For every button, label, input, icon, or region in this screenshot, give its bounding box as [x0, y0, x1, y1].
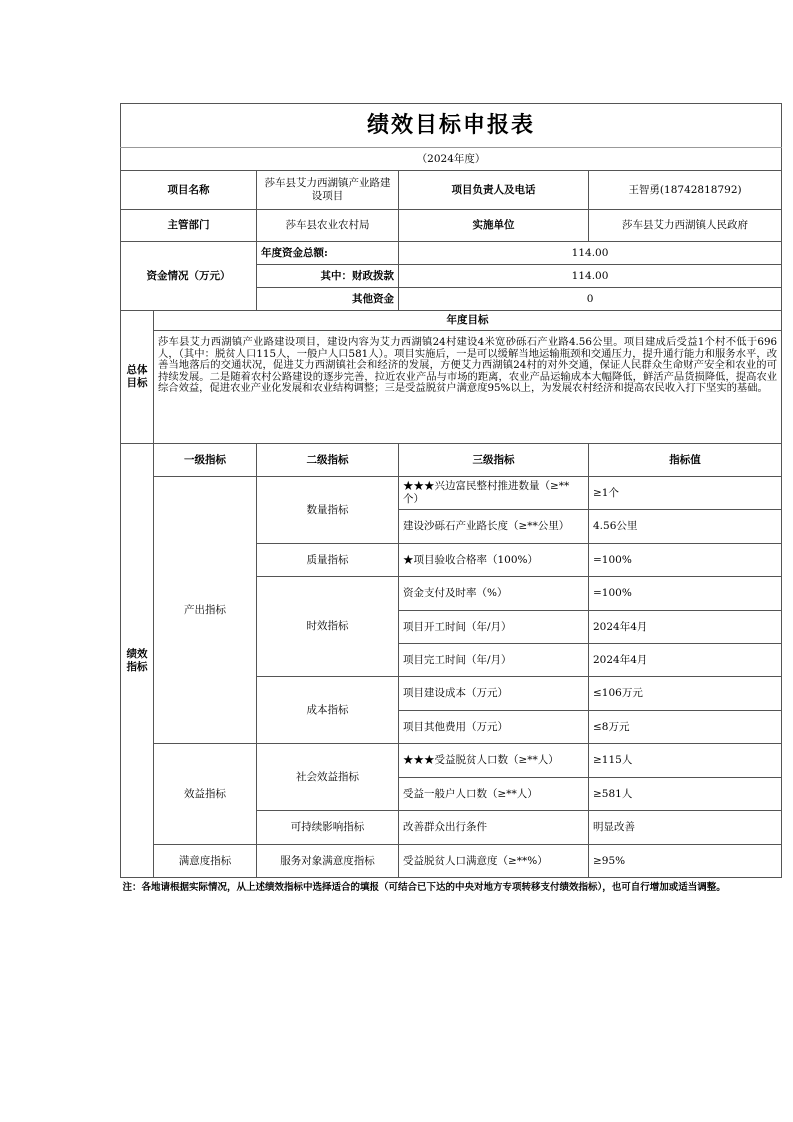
timeliness-item-3-name: 项目完工时间（年/月）	[399, 644, 589, 677]
project-contact-label: 项目负责人及电话	[399, 171, 589, 210]
funds-fiscal-label: 其中：财政拨款	[257, 265, 399, 288]
output-indicator-label: 产出指标	[154, 477, 257, 744]
quality-indicator-label: 质量指标	[257, 544, 399, 577]
social-benefit-label: 社会效益指标	[257, 744, 399, 811]
sustainability-item-1-name: 改善群众出行条件	[399, 811, 589, 845]
service-satisfaction-label: 服务对象满意度指标	[257, 845, 399, 878]
form-table	[120, 103, 782, 898]
timeliness-item-3-value: 2024年4月	[589, 644, 782, 677]
funds-fiscal-value: 114.00	[399, 265, 782, 288]
quality-item-1-name: ★项目验收合格率（100%）	[399, 544, 589, 577]
quantity-indicator-label: 数量指标	[257, 477, 399, 544]
timeliness-item-1-value: =100%	[589, 577, 782, 611]
cost-item-1-name: 项目建设成本（万元）	[399, 677, 589, 711]
quality-item-1-value: =100%	[589, 544, 782, 577]
quantity-item-2-name: 建设沙砾石产业路长度（≥**公里）	[399, 510, 589, 544]
cost-item-2-name: 项目其他费用（万元）	[399, 711, 589, 744]
cost-item-1-value: ≤106万元	[589, 677, 782, 711]
project-contact-value: 王智勇(18742818792)	[589, 171, 782, 210]
col-level1-header: 一级指标	[154, 444, 257, 477]
satisfaction-item-1-value: ≥95%	[589, 845, 782, 878]
benefit-indicator-label: 效益指标	[154, 744, 257, 845]
project-name-label: 项目名称	[121, 171, 257, 210]
social-item-2-name: 受益一般户人口数（≥**人）	[399, 778, 589, 811]
funds-total-label: 年度资金总额:	[257, 242, 399, 265]
impl-unit-label: 实施单位	[399, 210, 589, 242]
annual-goal-text: 莎车县艾力西湖镇产业路建设项目，建设内容为艾力西湖镇24村建设4米宽砂砾石产业路4.56公里。项目建成后受益1个村不低于696人，（其中：脱贫人口115人，一般户人口581人）。项目实施后，一是可以缓解当地运输瓶颈和交通压力，提升通行能力和服务水平，改善当地落后的交通状况，促进艾力西湖镇社会和经济的发展，方便艾力西湖镇24村的对外交通，保证人民群众生命财产安全和农业的可持续发展。二是随着农村公路建设的逐步完善，拉近农业产品与市场的距离，农业产品运输成本大幅降低，鲜活产品货损降低，提高农业综合效益，促进农业产业化发展和农业结构调整；三是受益脱贫户满意度95%以上，为发展农村经济和提高农民收入打下坚实的基础。	[154, 331, 782, 444]
timeliness-item-2-value: 2024年4月	[589, 611, 782, 644]
social-item-1-name: ★★★受益脱贫人口数（≥**人）	[399, 744, 589, 778]
funds-other-label: 其他资金	[257, 288, 399, 311]
cost-item-2-value: ≤8万元	[589, 711, 782, 744]
funds-other-value: 0	[399, 288, 782, 311]
funds-total-value: 114.00	[399, 242, 782, 265]
project-name-value: 莎车县艾力西湖镇产业路建设项目	[257, 171, 399, 210]
timeliness-indicator-label: 时效指标	[257, 577, 399, 677]
footnote: 注：各地请根据实际情况，从上述绩效指标中选择适合的填报（可结合已下达的中央对地方专项转移支付绩效指标），也可自行增加或适当调整。	[121, 878, 782, 899]
dept-label: 主管部门	[121, 210, 257, 242]
impl-unit-value: 莎车县艾力西湖镇人民政府	[589, 210, 782, 242]
quantity-item-1-value: ≥1个	[589, 477, 782, 510]
cost-indicator-label: 成本指标	[257, 677, 399, 744]
annual-goal-header: 年度目标	[154, 311, 782, 331]
indicators-label: 绩效指标	[121, 444, 154, 878]
satisfaction-indicator-label: 满意度指标	[154, 845, 257, 878]
overall-goal-label: 总体目标	[121, 311, 154, 444]
social-item-2-value: ≥581人	[589, 778, 782, 811]
col-level3-header: 三级指标	[399, 444, 589, 477]
sustainability-label: 可持续影响指标	[257, 811, 399, 845]
sustainability-item-1-value: 明显改善	[589, 811, 782, 845]
col-level2-header: 二级指标	[257, 444, 399, 477]
col-value-header: 指标值	[589, 444, 782, 477]
social-item-1-value: ≥115人	[589, 744, 782, 778]
form-title: 绩效目标申报表	[121, 104, 782, 148]
dept-value: 莎车县农业农村局	[257, 210, 399, 242]
timeliness-item-2-name: 项目开工时间（年/月）	[399, 611, 589, 644]
timeliness-item-1-name: 资金支付及时率（%）	[399, 577, 589, 611]
satisfaction-item-1-name: 受益脱贫人口满意度（≥**%）	[399, 845, 589, 878]
performance-target-form	[120, 103, 781, 898]
quantity-item-1-name: ★★★兴边富民整村推进数量（≥**个）	[399, 477, 589, 510]
quantity-item-2-value: 4.56公里	[589, 510, 782, 544]
form-year: （2024年度）	[121, 148, 782, 171]
funds-label: 资金情况（万元）	[121, 242, 257, 311]
